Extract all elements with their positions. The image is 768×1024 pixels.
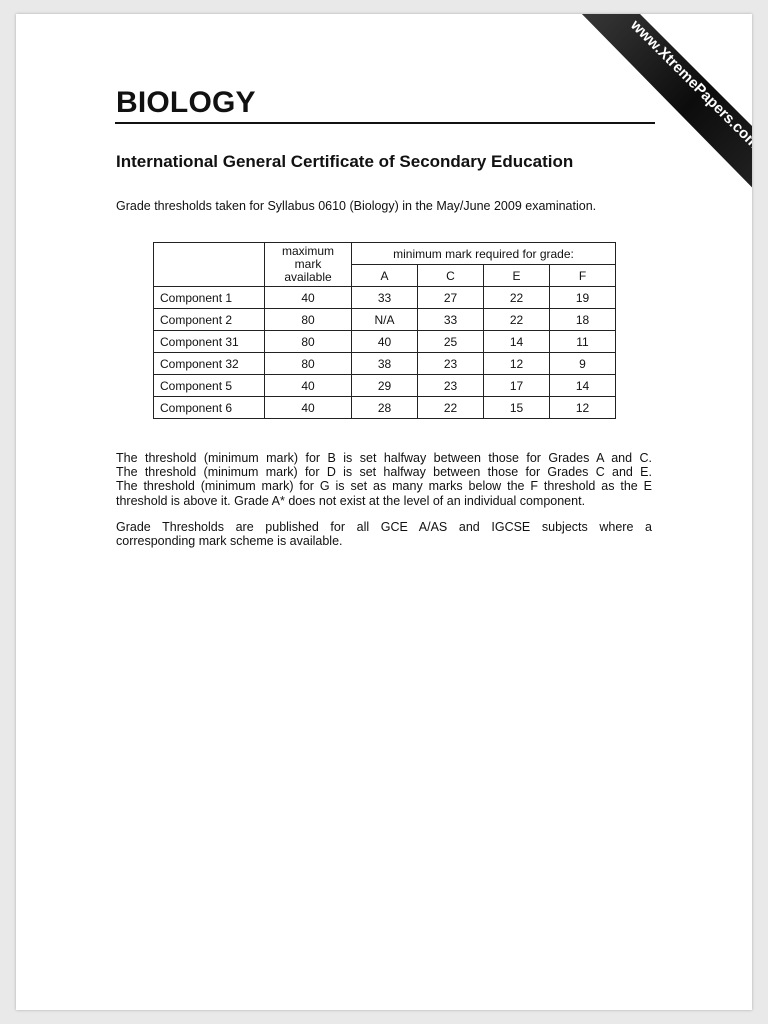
component-label: Component 6 [154, 397, 265, 419]
grade-cell: 19 [550, 287, 616, 309]
table-row [154, 375, 616, 397]
table-row [154, 331, 616, 353]
header-grade-c: C [418, 265, 484, 287]
grade-threshold-table [153, 242, 616, 419]
grade-cell: 33 [418, 309, 484, 331]
header-max-line: available [284, 270, 332, 284]
grade-cell: 12 [550, 397, 616, 419]
grade-cell: 22 [484, 287, 550, 309]
grade-cell: 11 [550, 331, 616, 353]
page-title: BIOLOGY [116, 86, 256, 119]
grade-cell: 17 [484, 375, 550, 397]
grade-cell: 18 [550, 309, 616, 331]
intro-text: Grade thresholds taken for Syllabus 0610 (Biology) in the May/June 2009 examination. [116, 199, 597, 213]
published-line: Grade Thresholds are published for all GCE A/AS and IGCSE subjects where a [116, 520, 652, 534]
header-max-mark [265, 243, 352, 287]
note-line: The threshold (minimum mark) for B is set halfway between those for Grades A and C. [116, 451, 652, 465]
grade-cell: 22 [418, 397, 484, 419]
note-line: The threshold (minimum mark) for G is set as many marks below the F threshold as the E [116, 479, 652, 494]
page-subtitle: International General Certificate of Secondary Education [116, 152, 574, 171]
grade-cell: 25 [418, 331, 484, 353]
header-max-line: maximum [281, 244, 334, 258]
header-grade-f: F [550, 265, 616, 287]
grade-cell: 9 [550, 353, 616, 375]
component-label: Component 1 [154, 287, 265, 309]
xtremepapers-corner-banner[interactable] [536, 14, 763, 238]
component-label: Component 5 [154, 375, 265, 397]
max-mark-cell: 80 [265, 331, 352, 353]
grade-cell: 38 [352, 353, 418, 375]
max-mark-cell: 40 [265, 287, 352, 309]
component-label: Component 2 [154, 309, 265, 331]
table-row [154, 353, 616, 375]
component-label: Component 31 [154, 331, 265, 353]
max-mark-cell: 80 [265, 309, 352, 331]
component-label: Component 32 [154, 353, 265, 375]
threshold-notes [116, 451, 652, 508]
grade-cell: 29 [352, 375, 418, 397]
table-row [154, 287, 616, 309]
document-page [16, 14, 763, 1010]
grade-cell: 14 [550, 375, 616, 397]
grade-cell: 40 [352, 331, 418, 353]
table-row [154, 309, 616, 331]
table-row [154, 397, 616, 419]
table-header-row [154, 243, 616, 265]
header-grade-group: minimum mark required for grade: [352, 243, 616, 265]
header-blank-cell [154, 243, 265, 287]
watermark-text: www.XtremePapers.com [627, 16, 763, 153]
grade-cell: 12 [484, 353, 550, 375]
max-mark-cell: 40 [265, 375, 352, 397]
grade-cell: 15 [484, 397, 550, 419]
header-grade-e: E [484, 265, 550, 287]
grade-cell: 27 [418, 287, 484, 309]
grade-cell: 23 [418, 375, 484, 397]
note-line: threshold is above it. Grade A* does not exist at the level of an individual component. [116, 493, 586, 508]
grade-cell: 22 [484, 309, 550, 331]
max-mark-cell: 80 [265, 353, 352, 375]
grade-cell: 14 [484, 331, 550, 353]
grade-cell: 23 [418, 353, 484, 375]
grade-cell: 33 [352, 287, 418, 309]
grade-cell: 28 [352, 397, 418, 419]
header-grade-a: A [352, 265, 418, 287]
header-max-line: mark [294, 257, 322, 271]
note-line: The threshold (minimum mark) for D is set halfway between those for Grades C and E. [116, 465, 652, 480]
max-mark-cell: 40 [265, 397, 352, 419]
published-notice [116, 520, 652, 548]
grade-cell: N/A [352, 309, 418, 331]
published-line: corresponding mark scheme is available. [116, 534, 343, 549]
